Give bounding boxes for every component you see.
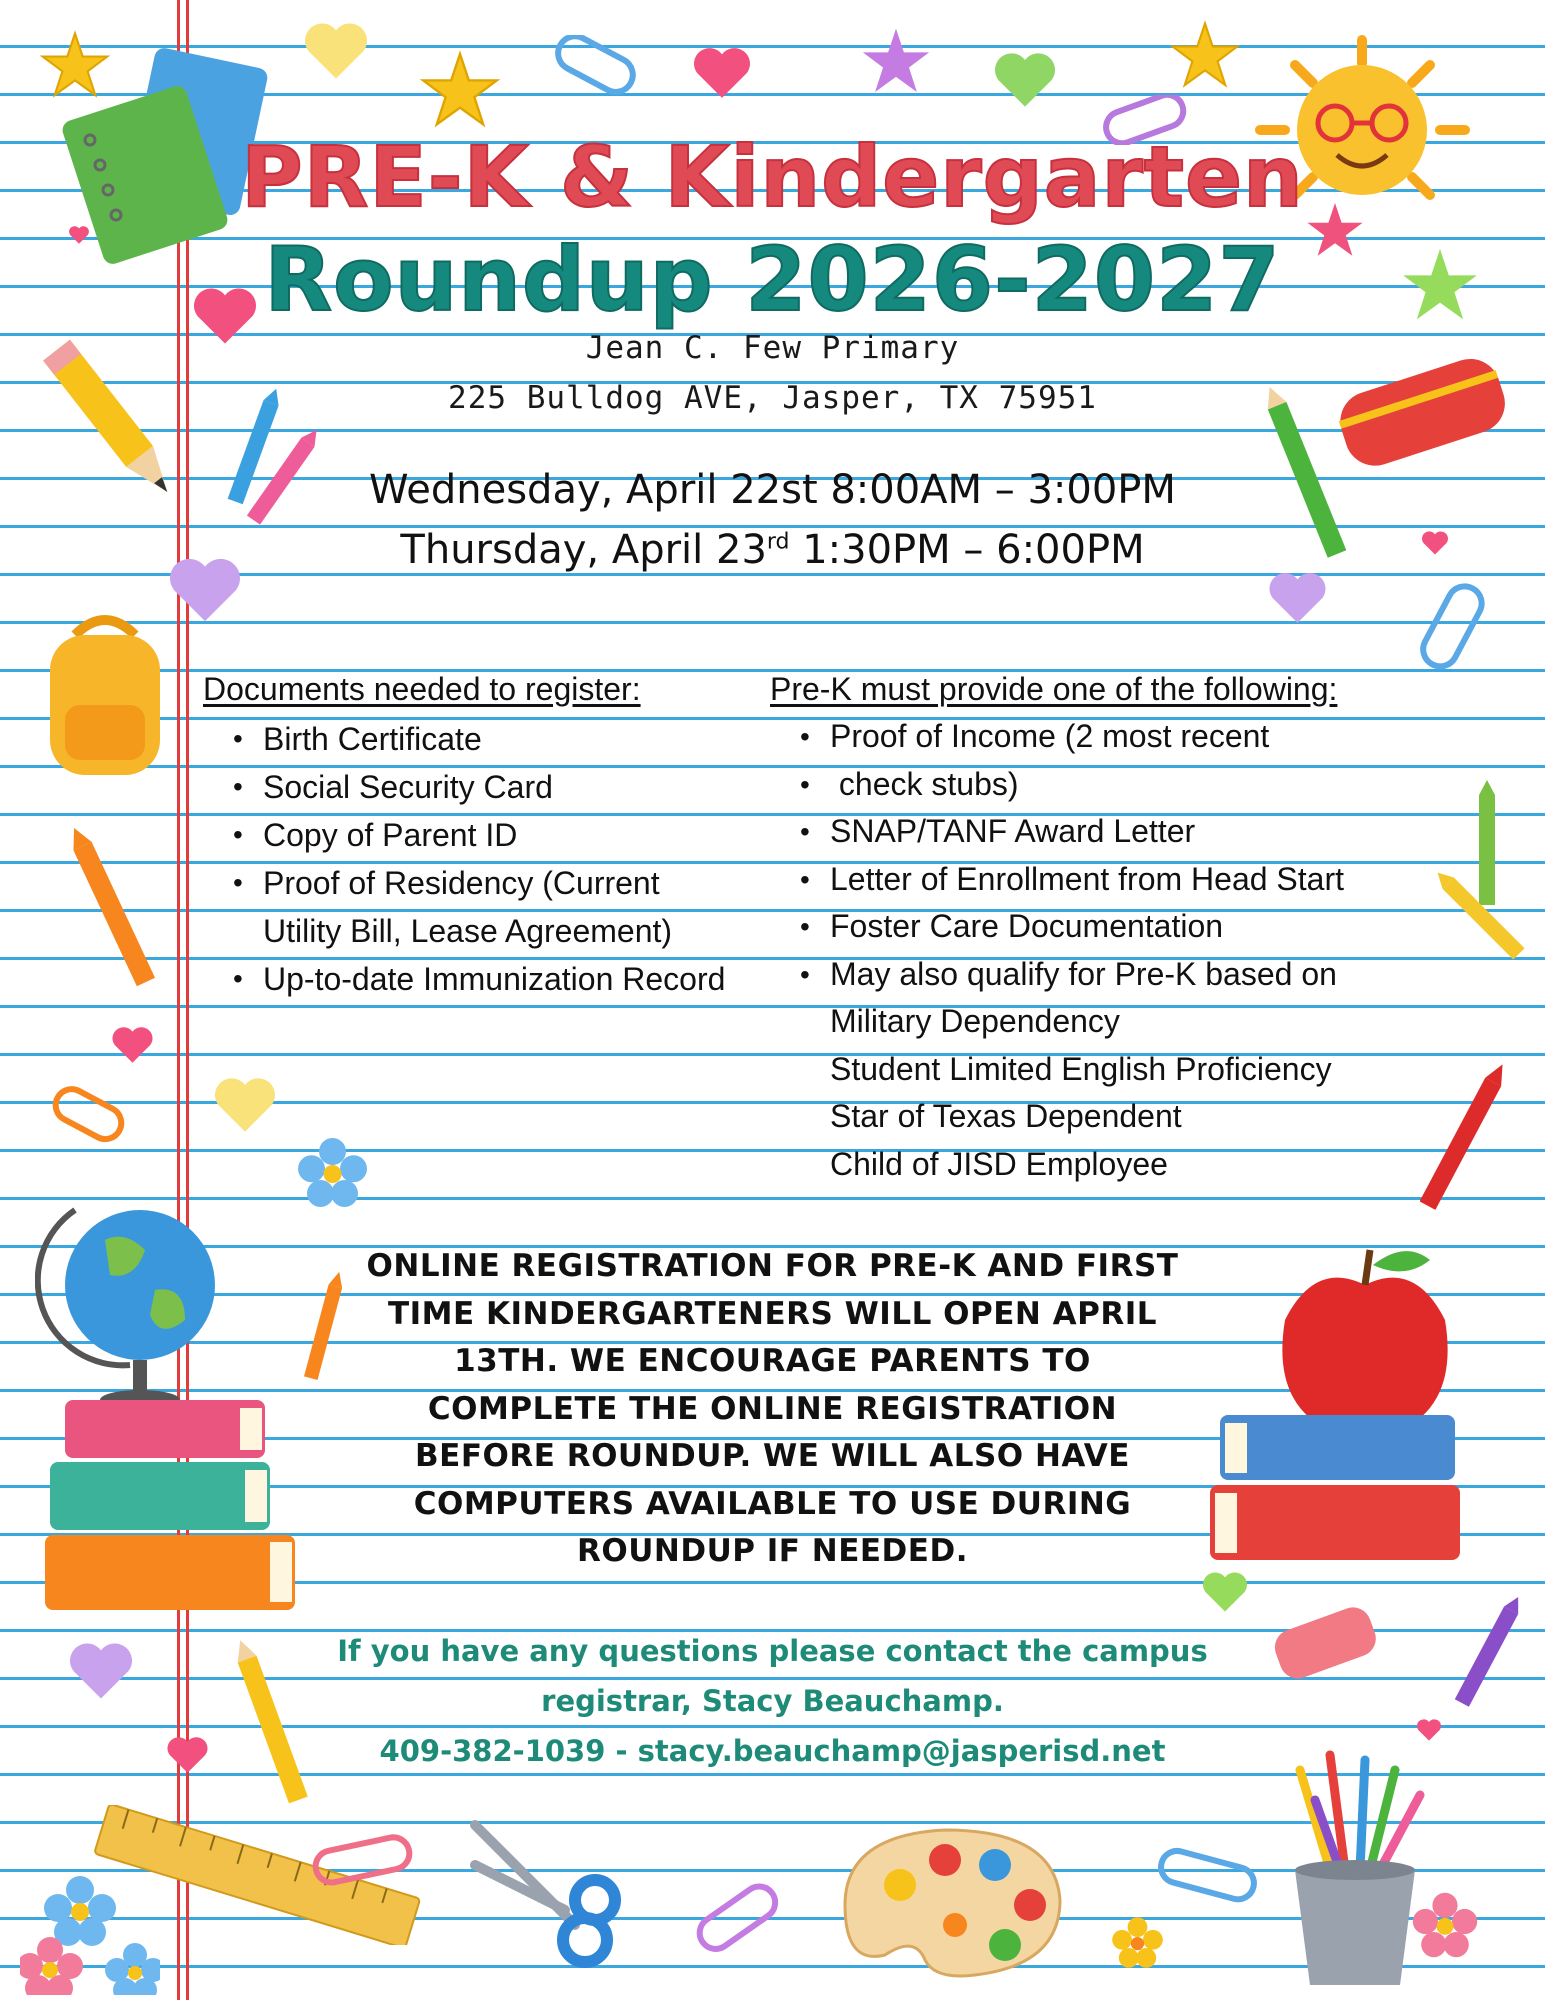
prek-list — [800, 713, 1344, 1188]
books-icon — [40, 1390, 310, 1615]
list-item: • SNAP/TANF Award Letter — [800, 808, 1344, 856]
list-item: Student Limited English Proficiency — [830, 1050, 1332, 1087]
heart-icon — [1265, 570, 1330, 626]
books-icon — [1200, 1405, 1470, 1570]
list-item: • Social Security Card — [233, 763, 725, 811]
paperclip-icon — [310, 1830, 415, 1890]
star-icon — [420, 50, 500, 130]
flower-icon — [1410, 1890, 1480, 1960]
list-item: Military Dependency — [830, 1003, 1120, 1039]
list-item: • Up-to-date Immunization Record — [233, 955, 725, 1003]
heart-icon — [1200, 1570, 1250, 1614]
list-item: • Proof of Income (2 most recent — [800, 713, 1344, 761]
crayon-icon — [1425, 860, 1535, 970]
list-item: Star of Texas Dependent — [830, 1098, 1182, 1134]
date-time: 8:00AM – 3:00PM — [830, 467, 1176, 513]
heart-icon — [300, 20, 372, 82]
crayon-icon — [290, 1270, 360, 1380]
crayon-icon — [1420, 1055, 1510, 1215]
date-line-1 — [0, 467, 1545, 513]
date-day: Thursday, April 23 — [400, 527, 767, 573]
paint-palette-icon — [815, 1815, 1070, 1990]
date-day: Wednesday, April 22st — [369, 467, 818, 513]
contact-line-1: If you have any questions please contact the campus — [337, 1634, 1208, 1668]
list-item: • May also qualify for Pre-K based on — [800, 951, 1344, 999]
title-line-1: PRE-K & Kindergarten — [241, 128, 1304, 226]
heart-icon — [110, 1025, 155, 1065]
list-item: • Letter of Enrollment from Head Start — [800, 856, 1344, 904]
list-item: • Foster Care Documentation — [800, 903, 1344, 951]
heart-icon — [210, 1075, 280, 1135]
title-line-2: Roundup 2026-2027 — [264, 228, 1281, 331]
school-name: Jean C. Few Primary — [585, 330, 960, 366]
date-suffix: rd — [766, 529, 790, 555]
backpack-icon — [35, 605, 175, 780]
flower-icon — [295, 1135, 370, 1210]
flowers-icon — [20, 1870, 160, 1995]
list-item: Utility Bill, Lease Agreement) — [263, 913, 673, 949]
scissors-icon — [465, 1815, 630, 1975]
star-icon — [1170, 20, 1240, 90]
list-item: • Birth Certificate — [233, 715, 725, 763]
paperclip-icon — [550, 35, 640, 95]
list-item: • Copy of Parent ID — [233, 811, 725, 859]
flower-icon — [1110, 1915, 1165, 1970]
date-line-2 — [0, 527, 1545, 573]
list-item: • Proof of Residency (Current — [233, 859, 725, 907]
list-item: • check stubs) — [800, 761, 1344, 809]
paperclip-icon — [48, 1085, 128, 1145]
school-address: 225 Bulldog AVE, Jasper, TX 75951 — [448, 380, 1097, 416]
prek-heading: Pre-K must provide one of the following: — [770, 671, 1338, 707]
documents-heading: Documents needed to register: — [203, 671, 641, 707]
documents-list — [233, 715, 725, 1003]
list-item: Child of JISD Employee — [830, 1145, 1168, 1182]
date-time: 1:30PM – 6:00PM — [802, 527, 1145, 573]
heart-icon — [990, 50, 1060, 110]
paperclip-icon — [690, 1880, 785, 1960]
paperclip-icon — [1420, 580, 1490, 680]
paperclip-icon — [1155, 1845, 1260, 1905]
heart-icon — [690, 45, 754, 101]
registration-notice: ONLINE REGISTRATION FOR PRE-K AND FIRST TIME KINDERGARTENERS WILL OPEN APRIL 13TH. WE ENCOURAGE PARENTS TO COMPLETE THE ONLINE REGISTRATION BEFORE ROUNDUP. WE WILL ALSO HAVE COMPUTERS AVAILABLE TO USE DURING ROUNDUP IF NEEDED. — [366, 1248, 1179, 1569]
contact-line-3: 409-382-1039 - stacy.beauchamp@jasperisd.net — [379, 1734, 1166, 1768]
star-icon — [860, 25, 932, 97]
crayon-icon — [60, 820, 160, 990]
contact-line-2: registrar, Stacy Beauchamp. — [541, 1684, 1004, 1718]
